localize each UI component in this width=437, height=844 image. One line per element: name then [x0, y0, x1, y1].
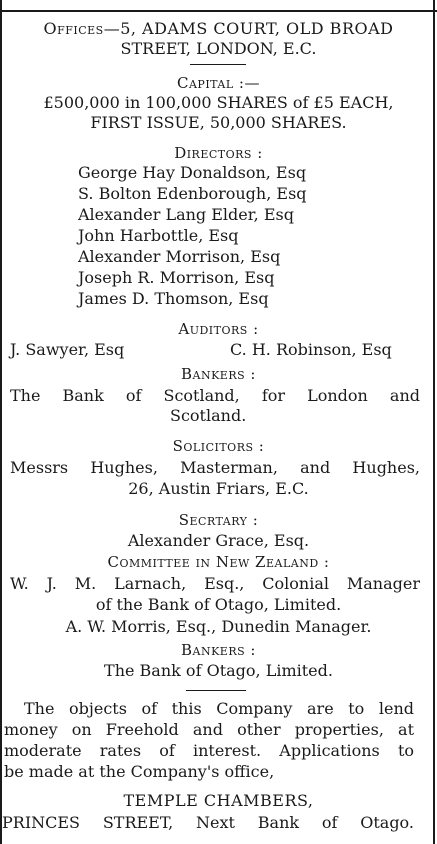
- director-name: Alexander Lang Elder, Esq: [78, 205, 294, 224]
- divider-rule-1: [190, 64, 246, 65]
- committee-line-3: A. W. Morris, Esq., Dunedin Manager.: [65, 617, 372, 636]
- divider-rule-2: [186, 690, 246, 691]
- top-border-rule: [0, 10, 437, 12]
- objects-line-3: moderate rates of interest. Applications to: [4, 741, 414, 760]
- auditors-heading: Auditors :: [178, 320, 259, 338]
- nz-bankers-heading: Bankers :: [181, 641, 256, 659]
- committee-line-1: W. J. M. Larnach, Esq., Colonial Manager: [10, 574, 420, 593]
- solicitors-line-2: 26, Austin Friars, E.C.: [128, 479, 309, 498]
- director-name: George Hay Donaldson, Esq: [78, 163, 307, 182]
- objects-line-4: be made at the Company's office,: [4, 762, 275, 781]
- address-line-2: PRINCES STREET, Next Bank of Otago.: [2, 813, 414, 832]
- director-name: Joseph R. Morrison, Esq: [78, 268, 275, 287]
- auditor-name-right: C. H. Robinson, Esq: [230, 340, 392, 359]
- objects-line-2: money on Freehold and other properties, at: [4, 720, 414, 739]
- committee-line-2: of the Bank of Otago, Limited.: [95, 595, 342, 614]
- bankers-line-2: Scotland.: [170, 406, 247, 425]
- director-name: S. Bolton Edenborough, Esq: [78, 184, 307, 203]
- nz-bankers-line-1: The Bank of Otago, Limited.: [104, 661, 333, 680]
- director-name: Alexander Morrison, Esq: [78, 247, 281, 266]
- offices-line-2: STREET, LONDON, E.C.: [120, 39, 317, 58]
- objects-line-1: The objects of this Company are to lend: [24, 699, 414, 718]
- capital-line-1: £500,000 in 100,000 SHARES of £5 EACH,: [43, 93, 394, 112]
- bankers-line-1: The Bank of Scotland, for London and: [10, 386, 420, 405]
- secretary-name: Alexander Grace, Esq.: [127, 531, 310, 550]
- director-name: James D. Thomson, Esq: [78, 289, 269, 308]
- address-line-1: TEMPLE CHAMBERS,: [123, 791, 314, 810]
- solicitors-line-1: Messrs Hughes, Masterman, and Hughes,: [10, 458, 420, 477]
- secretary-heading: Secrtary :: [178, 511, 259, 529]
- offices-line-1: Offices—5, ADAMS COURT, OLD BROAD: [43, 19, 394, 38]
- solicitors-heading: Solicitors :: [172, 437, 265, 455]
- bankers-heading: Bankers :: [181, 365, 256, 383]
- capital-heading: Capital :—: [177, 74, 260, 92]
- committee-heading: Committee in New Zealand :: [107, 553, 330, 571]
- director-name: John Harbottle, Esq: [78, 226, 239, 245]
- directors-heading: Directors :: [174, 144, 263, 162]
- capital-line-2: FIRST ISSUE, 50,000 SHARES.: [90, 113, 347, 132]
- auditor-name-left: J. Sawyer, Esq: [10, 340, 125, 359]
